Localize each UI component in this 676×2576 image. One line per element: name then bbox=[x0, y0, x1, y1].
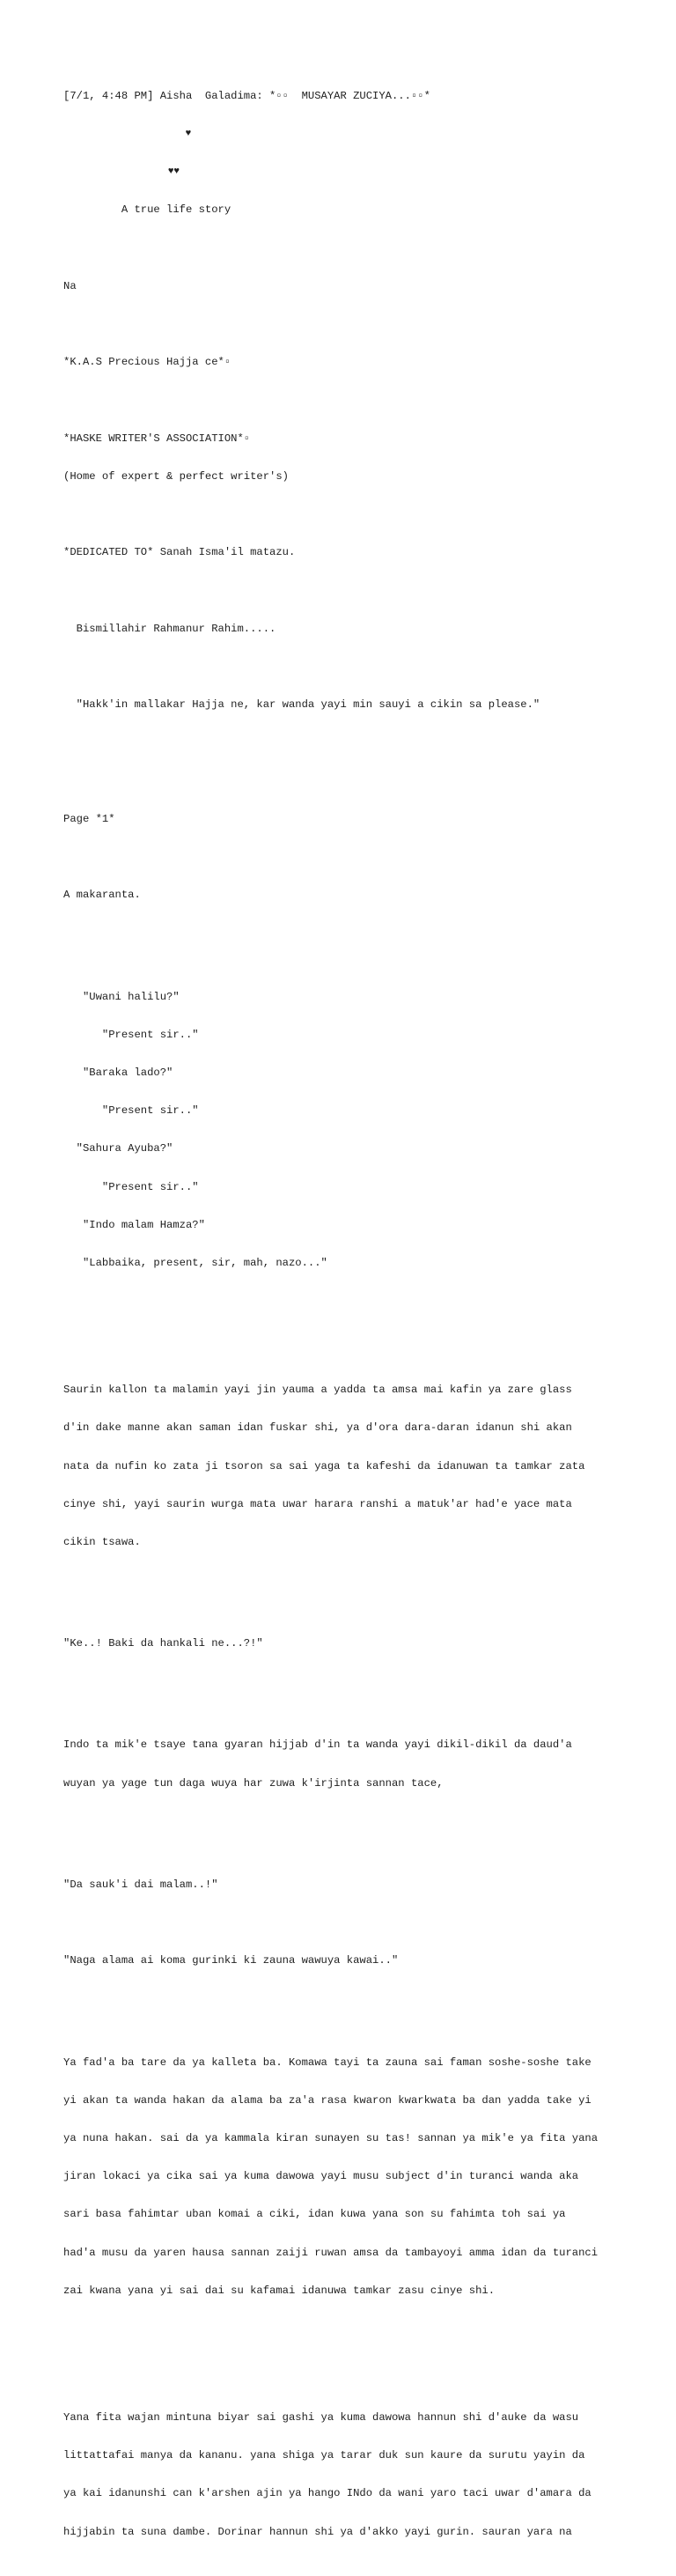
paragraph-line: wuyan ya yage tun daga wuya har zuwa k'irjinta sannan tace, bbox=[63, 1776, 444, 1790]
copyright-notice: "Hakk'in mallakar Hajja ne, kar wanda yayi min sauyi a cikin sa please." bbox=[63, 698, 540, 712]
author-name: *K.A.S Precious Hajja ce*▫ bbox=[63, 356, 231, 369]
paragraph-line: jiran lokaci ya cika sai ya kuma dawowa yayi musu subject d'in turanci wanda aka bbox=[63, 2170, 579, 2183]
page-label: Page *1* bbox=[63, 812, 115, 825]
paragraph-1 bbox=[63, 1358, 644, 1574]
paragraph-line: yi akan ta wanda hakan da alama ba za'a rasa kwaron kwarkwata ba dan yadda take yi bbox=[63, 2093, 592, 2107]
roll-call-line: "Labbaika, present, sir, mah, nazo..." bbox=[63, 1257, 327, 1270]
heart-decoration-2: ♥♥ bbox=[63, 166, 180, 178]
association-name: *HASKE WRITER'S ASSOCIATION*▫ bbox=[63, 432, 251, 445]
paragraph-2 bbox=[63, 1714, 644, 1815]
dedication-line: *DEDICATED TO* Sanah Isma'il matazu. bbox=[63, 546, 296, 559]
paragraph-4 bbox=[63, 2386, 644, 2564]
dialogue-quote-1: "Ke..! Baki da hankali ne...?!" bbox=[63, 1637, 263, 1650]
roll-call-line: "Baraka lado?" bbox=[63, 1066, 173, 1079]
paragraph-line: Indo ta mik'e tsaye tana gyaran hijjab d'in ta wanda yayi dikil-dikil da daud'a bbox=[63, 1738, 572, 1752]
paragraph-line: cinye shi, yayi saurin wurga mata uwar harara ranshi a matuk'ar had'e yace mata bbox=[63, 1497, 572, 1510]
roll-call-line: "Sahura Ayuba?" bbox=[63, 1142, 173, 1155]
paragraph-line: ya nuna hakan. sai da ya kammala kiran sunayen su tas! sannan ya mik'e ya fita yana bbox=[63, 2131, 599, 2144]
story-subtitle: A true life story bbox=[63, 203, 231, 217]
paragraph-line: hijjabin ta suna dambe. Dorinar hannun shi ya d'akko yayi gurin. sauran yara na bbox=[63, 2525, 572, 2538]
paragraph-line: Yana fita wajan mintuna biyar sai gashi ya kuma dawowa hannun shi d'auke da wasu bbox=[63, 2410, 579, 2424]
heart-decoration-1: ♥ bbox=[63, 129, 192, 140]
dialogue-quote-3: "Naga alama ai koma gurinki ki zauna wawuya kawai.." bbox=[63, 1954, 399, 1967]
roll-call-line: "Present sir.." bbox=[63, 1180, 199, 1193]
paragraph-line: littattafai manya da kananu. yana shiga ya tarar duk sun kaure da surutu yayin da bbox=[63, 2449, 585, 2462]
document-page bbox=[63, 64, 644, 2576]
association-tagline: (Home of expert & perfect writer's) bbox=[63, 469, 289, 483]
dialogue-quote-2: "Da sauk'i dai malam..!" bbox=[63, 1878, 218, 1891]
paragraph-line: nata da nufin ko zata ji tsoron sa sai yaga ta kafeshi da idanuwan ta tamkar zata bbox=[63, 1459, 585, 1473]
roll-call-line: "Uwani halilu?" bbox=[63, 990, 180, 1003]
paragraph-line: d'in dake manne akan saman idan fuskar shi, ya d'ora dara-daran idanun shi akan bbox=[63, 1421, 572, 1435]
bismillah-line: Bismillahir Rahmanur Rahim..... bbox=[63, 622, 276, 635]
paragraph-line: Ya fad'a ba tare da ya kalleta ba. Komawa tayi ta zauna sai faman soshe-soshe take bbox=[63, 2056, 592, 2069]
roll-call-block bbox=[63, 965, 644, 1295]
paragraph-line: had'a musu da yaren hausa sannan zaiji ruwan amsa da tambayoyi amma idan da turanci bbox=[63, 2246, 599, 2259]
paragraph-line: ya kai idanunshi can k'arshen ajin ya hango INdo da wani yaro taci uwar d'amara da bbox=[63, 2487, 592, 2500]
chat-header-line: [7/1, 4:48 PM] Aisha Galadima: *▫▫ MUSAYAR ZUCIYA...▫▫* bbox=[63, 89, 430, 102]
roll-call-line: "Present sir.." bbox=[63, 1028, 199, 1041]
paragraph-3 bbox=[63, 2031, 644, 2322]
by-label: Na bbox=[63, 279, 77, 292]
paragraph-line: zai kwana yana yi sai dai su kafamai idanuwa tamkar zasu cinye shi. bbox=[63, 2284, 496, 2297]
paragraph-line: Saurin kallon ta malamin yayi jin yauma a yadda ta amsa mai kafin ya zare glass bbox=[63, 1384, 572, 1397]
roll-call-line: "Indo malam Hamza?" bbox=[63, 1218, 205, 1231]
paragraph-line: sari basa fahimtar uban komai a ciki, idan kuwa yana son su fahimta toh sai ya bbox=[63, 2208, 566, 2221]
paragraph-line: cikin tsawa. bbox=[63, 1535, 141, 1548]
scene-setting: A makaranta. bbox=[63, 889, 141, 902]
roll-call-line: "Present sir.." bbox=[63, 1104, 199, 1118]
